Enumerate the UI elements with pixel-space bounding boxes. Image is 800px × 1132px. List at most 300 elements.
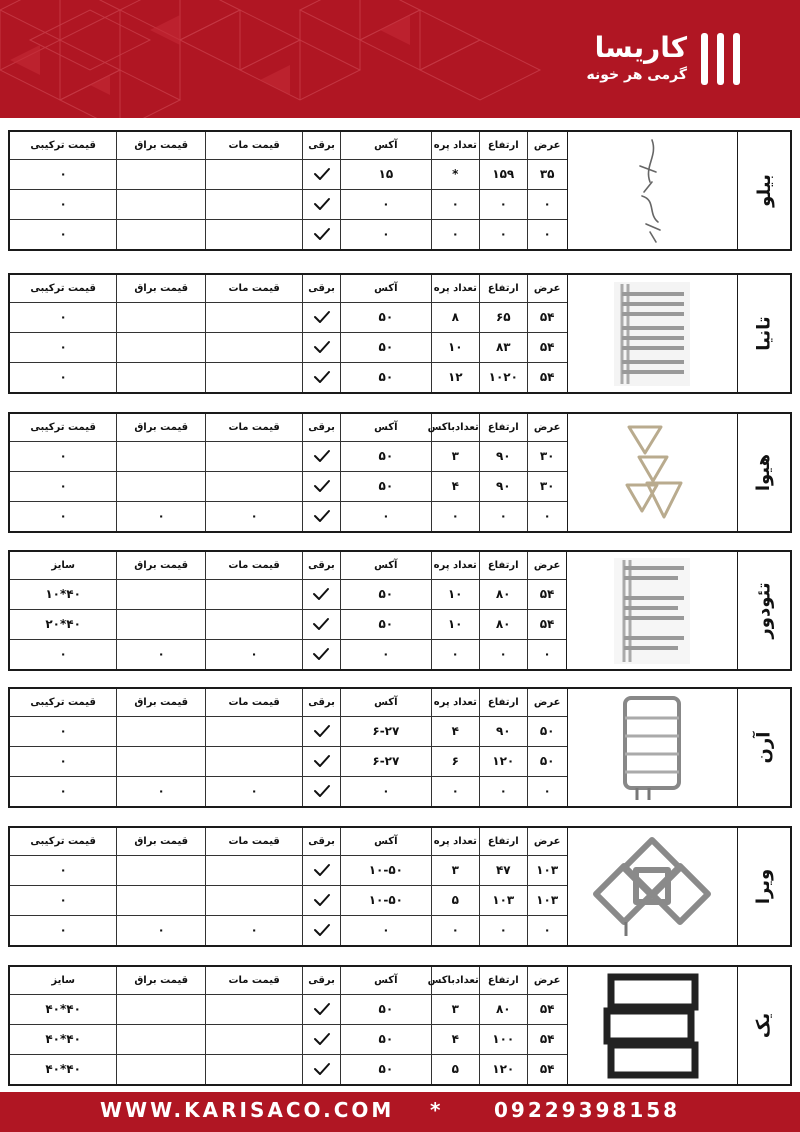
table-cell: ۵۰ bbox=[340, 441, 431, 471]
column-header: ارتفاع bbox=[479, 275, 527, 302]
column-header: ارتفاع bbox=[479, 552, 527, 579]
table-cell bbox=[117, 994, 206, 1024]
website-link[interactable]: WWW.KARISACO.COM bbox=[100, 1098, 395, 1122]
check-icon bbox=[313, 1062, 331, 1076]
column-header: قیمت براق bbox=[117, 552, 206, 579]
table-row bbox=[10, 1054, 567, 1084]
table-cell: ۰ bbox=[479, 915, 527, 945]
table-cell bbox=[303, 441, 341, 471]
check-icon bbox=[313, 310, 331, 324]
table-row bbox=[10, 159, 567, 189]
column-header: ارتفاع bbox=[479, 132, 527, 159]
table-row bbox=[10, 915, 567, 945]
table-cell: ۰ bbox=[10, 639, 117, 669]
table-cell bbox=[303, 776, 341, 806]
table-row bbox=[10, 776, 567, 806]
table-row bbox=[10, 609, 566, 639]
product-name: بیلو bbox=[753, 174, 775, 207]
table-cell bbox=[117, 219, 206, 249]
table-cell: ۴۰*۴۰ bbox=[10, 1024, 117, 1054]
column-header: عرض bbox=[527, 828, 566, 855]
table-cell: ۸۰ bbox=[479, 609, 527, 639]
table-cell: ۵ bbox=[431, 885, 479, 915]
table-cell: ۵۴ bbox=[527, 609, 566, 639]
table-cell: ۴ bbox=[431, 471, 479, 501]
column-header: تعداد پره bbox=[431, 132, 479, 159]
column-header: قیمت مات bbox=[206, 828, 303, 855]
table-cell bbox=[206, 332, 303, 362]
table-cell bbox=[117, 609, 206, 639]
table-cell: ۵۰ bbox=[527, 716, 566, 746]
table-cell: ۰ bbox=[479, 501, 527, 531]
table-cell: ۸۰ bbox=[479, 579, 527, 609]
table-cell: ۹۰ bbox=[479, 441, 527, 471]
table-cell: ۵۰ bbox=[527, 746, 566, 776]
check-icon bbox=[313, 754, 331, 768]
table-cell: ۳ bbox=[431, 994, 479, 1024]
check-icon bbox=[313, 479, 331, 493]
table-header-row bbox=[10, 552, 566, 579]
column-header: ارتفاع bbox=[479, 967, 527, 994]
check-icon bbox=[313, 340, 331, 354]
table-cell: ۰ bbox=[479, 639, 527, 669]
table-cell: ۱۰ bbox=[431, 609, 479, 639]
table-cell bbox=[206, 362, 303, 392]
table-cell: ۵۰ bbox=[340, 579, 431, 609]
table-cell: ۶ bbox=[431, 746, 479, 776]
spec-table bbox=[10, 828, 567, 945]
column-header: آکس bbox=[340, 132, 431, 159]
table-row bbox=[10, 716, 567, 746]
product-name: تئودور bbox=[753, 582, 775, 639]
check-icon bbox=[313, 923, 331, 937]
product-card-bilo bbox=[8, 130, 792, 251]
table-cell: ۰ bbox=[10, 219, 117, 249]
table-header-row bbox=[10, 414, 567, 441]
product-name-cell bbox=[737, 275, 790, 392]
table-cell bbox=[117, 441, 206, 471]
radiator-vira-image bbox=[592, 832, 712, 942]
table-cell: ۱۲ bbox=[431, 362, 479, 392]
column-header: قیمت براق bbox=[117, 275, 206, 302]
table-cell: ۱۰۳ bbox=[527, 855, 566, 885]
column-header: ارتفاع bbox=[479, 689, 527, 716]
table-cell: ۱۰۳ bbox=[527, 885, 566, 915]
table-row bbox=[10, 332, 567, 362]
table-row bbox=[10, 579, 566, 609]
table-cell: ۰ bbox=[10, 189, 117, 219]
table-cell: ۳ bbox=[431, 855, 479, 885]
check-icon bbox=[313, 227, 331, 241]
table-cell bbox=[117, 579, 206, 609]
spec-table bbox=[10, 414, 567, 531]
table-cell bbox=[206, 159, 303, 189]
table-cell bbox=[117, 159, 206, 189]
table-cell bbox=[303, 994, 341, 1024]
table-cell: ۸ bbox=[431, 302, 479, 332]
table-cell: * bbox=[431, 159, 479, 189]
column-header: عرض bbox=[527, 689, 566, 716]
table-cell: ۱۰۳ bbox=[479, 885, 527, 915]
column-header: ارتفاع bbox=[479, 828, 527, 855]
footer-separator: * bbox=[430, 1098, 444, 1122]
table-cell bbox=[206, 1054, 303, 1084]
column-header: تعداد پره bbox=[431, 275, 479, 302]
table-cell bbox=[117, 716, 206, 746]
table-cell: ۱۰-۵۰ bbox=[340, 885, 431, 915]
table-cell: ۰ bbox=[10, 302, 117, 332]
table-cell bbox=[206, 189, 303, 219]
product-image bbox=[567, 414, 738, 531]
table-cell: ۹۰ bbox=[479, 716, 527, 746]
radiator-aren-image bbox=[619, 692, 685, 804]
table-cell: ۵۰ bbox=[340, 471, 431, 501]
table-header-row bbox=[10, 967, 567, 994]
table-cell: ۱۰ bbox=[431, 579, 479, 609]
page-footer bbox=[0, 1092, 800, 1132]
column-header: عرض bbox=[527, 552, 566, 579]
table-row bbox=[10, 855, 567, 885]
product-name-cell bbox=[737, 414, 790, 531]
table-cell: ۰ bbox=[340, 501, 431, 531]
table-cell: ۳۵ bbox=[527, 159, 566, 189]
table-cell bbox=[303, 915, 341, 945]
table-cell: ۰ bbox=[527, 776, 566, 806]
column-header: تعداد پره bbox=[431, 689, 479, 716]
table-cell: ۰ bbox=[117, 776, 206, 806]
column-header: ارتفاع bbox=[479, 414, 527, 441]
phone-number[interactable]: 09229398158 bbox=[494, 1098, 681, 1122]
table-cell bbox=[303, 579, 341, 609]
table-cell bbox=[206, 609, 303, 639]
table-cell: ۰ bbox=[10, 471, 117, 501]
product-name: آرن bbox=[753, 731, 775, 764]
table-cell bbox=[303, 219, 341, 249]
table-cell bbox=[206, 855, 303, 885]
table-cell bbox=[206, 994, 303, 1024]
table-row bbox=[10, 471, 567, 501]
spec-table bbox=[10, 132, 567, 249]
table-cell: ۰ bbox=[527, 915, 566, 945]
column-header: قیمت براق bbox=[117, 132, 206, 159]
table-cell bbox=[303, 716, 341, 746]
check-icon bbox=[313, 197, 331, 211]
table-cell: ۰ bbox=[206, 639, 303, 669]
table-cell: ۰ bbox=[431, 639, 479, 669]
check-icon bbox=[313, 1002, 331, 1016]
product-card-hiva bbox=[8, 412, 792, 533]
table-cell: ۰ bbox=[117, 915, 206, 945]
table-cell: ۰ bbox=[527, 639, 566, 669]
check-icon bbox=[313, 863, 331, 877]
column-header: برقی bbox=[303, 828, 341, 855]
table-cell bbox=[206, 441, 303, 471]
column-header: آکس bbox=[340, 828, 431, 855]
check-icon bbox=[313, 370, 331, 384]
table-cell bbox=[206, 471, 303, 501]
product-name-cell bbox=[737, 828, 790, 945]
table-row bbox=[10, 1024, 567, 1054]
column-header: عرض bbox=[527, 132, 566, 159]
column-header: برقی bbox=[303, 275, 341, 302]
table-cell bbox=[117, 1054, 206, 1084]
radiator-theodore-image bbox=[612, 556, 692, 666]
table-cell bbox=[206, 885, 303, 915]
table-cell: ۰ bbox=[527, 219, 566, 249]
table-cell: ۵۴ bbox=[527, 302, 566, 332]
column-header: قیمت براق bbox=[117, 689, 206, 716]
table-cell: ۵۴ bbox=[527, 332, 566, 362]
column-header: قیمت مات bbox=[206, 275, 303, 302]
table-cell: ۴۰*۲۰ bbox=[10, 609, 117, 639]
check-icon bbox=[312, 617, 330, 631]
check-icon bbox=[313, 784, 331, 798]
table-cell: ۱۵ bbox=[340, 159, 431, 189]
table-cell: ۵۰ bbox=[340, 332, 431, 362]
table-cell: ۰ bbox=[340, 219, 431, 249]
table-cell: ۰ bbox=[527, 501, 566, 531]
table-cell: ۴۷ bbox=[479, 855, 527, 885]
table-cell: ۰ bbox=[206, 776, 303, 806]
table-cell bbox=[117, 471, 206, 501]
table-cell: ۰ bbox=[479, 189, 527, 219]
spec-table bbox=[10, 552, 566, 669]
table-cell: ۰ bbox=[117, 639, 206, 669]
table-cell: ۰ bbox=[431, 915, 479, 945]
check-icon bbox=[313, 1032, 331, 1046]
table-cell: ۰ bbox=[10, 915, 117, 945]
table-cell: ۰ bbox=[10, 746, 117, 776]
table-row bbox=[10, 639, 566, 669]
table-cell: ۱۰ bbox=[431, 332, 479, 362]
column-header: آکس bbox=[340, 275, 431, 302]
table-cell bbox=[206, 746, 303, 776]
table-cell bbox=[117, 362, 206, 392]
table-cell: ۵ bbox=[431, 1054, 479, 1084]
spec-table bbox=[10, 275, 567, 392]
table-cell: ۰ bbox=[117, 501, 206, 531]
table-cell: ۵۰ bbox=[340, 302, 431, 332]
check-icon bbox=[313, 509, 331, 523]
column-header: قیمت ترکیبی bbox=[10, 828, 117, 855]
table-cell bbox=[117, 302, 206, 332]
table-row bbox=[10, 302, 567, 332]
product-image bbox=[567, 275, 738, 392]
table-cell: ۱۰۰ bbox=[479, 1024, 527, 1054]
bars-logo-icon bbox=[701, 33, 740, 85]
column-header: قیمت ترکیبی bbox=[10, 275, 117, 302]
column-header: قیمت براق bbox=[117, 967, 206, 994]
table-cell bbox=[303, 1024, 341, 1054]
check-icon bbox=[312, 647, 330, 661]
table-cell bbox=[117, 855, 206, 885]
product-image bbox=[567, 132, 738, 249]
product-name: تانیا bbox=[753, 316, 775, 351]
table-cell bbox=[117, 1024, 206, 1054]
table-cell: ۴۰*۱۰ bbox=[10, 579, 117, 609]
table-cell: ۴۰*۴۰ bbox=[10, 994, 117, 1024]
column-header: عرض bbox=[527, 414, 566, 441]
table-cell bbox=[117, 332, 206, 362]
column-header: برقی bbox=[303, 689, 341, 716]
column-header: قیمت براق bbox=[117, 414, 206, 441]
spec-table bbox=[10, 967, 567, 1084]
table-cell: ۳ bbox=[431, 441, 479, 471]
table-cell bbox=[303, 746, 341, 776]
table-cell: ۶۵ bbox=[479, 302, 527, 332]
check-icon bbox=[313, 893, 331, 907]
product-image bbox=[567, 689, 738, 806]
table-cell: ۰ bbox=[431, 776, 479, 806]
table-cell: ۹۰ bbox=[479, 471, 527, 501]
column-header: قیمت ترکیبی bbox=[10, 414, 117, 441]
table-cell: ۴ bbox=[431, 1024, 479, 1054]
table-cell: ۰ bbox=[340, 189, 431, 219]
table-cell: ۵۰ bbox=[340, 994, 431, 1024]
product-card-tania bbox=[8, 273, 792, 394]
table-cell: ۰ bbox=[10, 362, 117, 392]
table-cell bbox=[206, 579, 303, 609]
table-cell: ۵۴ bbox=[527, 362, 566, 392]
product-name: یک bbox=[753, 1012, 775, 1039]
table-cell: ۰ bbox=[206, 915, 303, 945]
table-cell: ۰ bbox=[340, 915, 431, 945]
table-cell bbox=[303, 362, 341, 392]
table-cell bbox=[303, 609, 341, 639]
table-cell: ۱۰۲۰ bbox=[479, 362, 527, 392]
table-row bbox=[10, 441, 567, 471]
table-cell: ۰ bbox=[479, 219, 527, 249]
column-header: آکس bbox=[340, 967, 431, 994]
table-cell: ۰ bbox=[10, 441, 117, 471]
column-header: قیمت ترکیبی bbox=[10, 132, 117, 159]
table-cell bbox=[303, 189, 341, 219]
table-cell bbox=[303, 885, 341, 915]
table-cell: ۰ bbox=[340, 639, 431, 669]
product-name-cell bbox=[737, 552, 790, 669]
table-cell: ۰ bbox=[431, 501, 479, 531]
column-header: عرض bbox=[527, 967, 566, 994]
column-header: آکس bbox=[340, 414, 431, 441]
table-cell: ۵۰ bbox=[340, 1024, 431, 1054]
table-cell bbox=[303, 302, 341, 332]
product-name-cell bbox=[737, 967, 790, 1084]
table-cell: ۵۰ bbox=[340, 609, 431, 639]
table-cell: ۵۰ bbox=[340, 1054, 431, 1084]
column-header: تعداد پره bbox=[431, 552, 479, 579]
column-header: آکس bbox=[340, 552, 431, 579]
table-cell: ۰ bbox=[10, 885, 117, 915]
column-header: قیمت مات bbox=[206, 967, 303, 994]
table-cell: ۵۴ bbox=[527, 579, 566, 609]
table-cell bbox=[303, 501, 341, 531]
radiator-bilo-image bbox=[632, 136, 672, 246]
product-card-vira bbox=[8, 826, 792, 947]
table-cell bbox=[303, 639, 341, 669]
table-cell: ۴۰*۴۰ bbox=[10, 1054, 117, 1084]
column-header: تعدادباکس bbox=[431, 967, 479, 994]
table-row bbox=[10, 362, 567, 392]
table-cell: ۰ bbox=[479, 776, 527, 806]
table-cell bbox=[303, 855, 341, 885]
column-header: قیمت ترکیبی bbox=[10, 689, 117, 716]
table-cell: ۰ bbox=[10, 332, 117, 362]
table-cell: ۰ bbox=[431, 189, 479, 219]
table-cell: ۰ bbox=[10, 159, 117, 189]
product-image bbox=[567, 967, 738, 1084]
product-name-cell bbox=[737, 689, 790, 806]
column-header: تعدادباکس bbox=[431, 414, 479, 441]
column-header: آکس bbox=[340, 689, 431, 716]
column-header: قیمت مات bbox=[206, 414, 303, 441]
column-header: قیمت مات bbox=[206, 132, 303, 159]
table-cell: ۱۲۰ bbox=[479, 746, 527, 776]
column-header: برقی bbox=[303, 414, 341, 441]
column-header: قیمت براق bbox=[117, 828, 206, 855]
table-cell bbox=[117, 746, 206, 776]
table-cell bbox=[303, 332, 341, 362]
table-cell: ۰ bbox=[10, 501, 117, 531]
table-header-row bbox=[10, 275, 567, 302]
table-cell: ۰ bbox=[340, 776, 431, 806]
column-header: برقی bbox=[303, 967, 341, 994]
table-cell bbox=[117, 885, 206, 915]
table-cell: ۸۰ bbox=[479, 994, 527, 1024]
product-image bbox=[567, 828, 738, 945]
product-image bbox=[566, 552, 737, 669]
product-card-theodore bbox=[8, 550, 792, 671]
table-cell: ۳۰ bbox=[527, 471, 566, 501]
column-header: برقی bbox=[303, 552, 341, 579]
check-icon bbox=[312, 587, 330, 601]
brand-name: کاریسا bbox=[594, 31, 687, 64]
product-card-aren bbox=[8, 687, 792, 808]
table-cell: ۰ bbox=[206, 501, 303, 531]
table-cell: ۵۰ bbox=[340, 362, 431, 392]
karisa-logo bbox=[587, 28, 740, 90]
check-icon bbox=[313, 167, 331, 181]
radiator-tania-image bbox=[612, 280, 692, 388]
radiator-yek-image bbox=[597, 971, 707, 1081]
table-cell: ۵۴ bbox=[527, 1024, 566, 1054]
spec-table bbox=[10, 689, 567, 806]
table-cell: ۶-۲۷ bbox=[340, 746, 431, 776]
product-name: هیوا bbox=[753, 453, 775, 492]
column-header: قیمت مات bbox=[206, 689, 303, 716]
table-cell: ۱۵۹ bbox=[479, 159, 527, 189]
table-row bbox=[10, 219, 567, 249]
radiator-hiva-image bbox=[617, 419, 687, 527]
table-header-row bbox=[10, 689, 567, 716]
brand-slogan: گرمی هر خونه bbox=[586, 67, 687, 83]
table-cell: ۵۴ bbox=[527, 1054, 566, 1084]
table-cell bbox=[206, 219, 303, 249]
table-row bbox=[10, 189, 567, 219]
table-cell: ۸۳ bbox=[479, 332, 527, 362]
table-cell: ۰ bbox=[10, 776, 117, 806]
table-cell bbox=[206, 302, 303, 332]
table-cell: ۵۴ bbox=[527, 994, 566, 1024]
column-header: سایز bbox=[10, 967, 117, 994]
table-cell bbox=[303, 1054, 341, 1084]
column-header: تعداد پره bbox=[431, 828, 479, 855]
page-header bbox=[0, 0, 800, 118]
table-cell: ۴ bbox=[431, 716, 479, 746]
table-row bbox=[10, 994, 567, 1024]
table-cell: ۱۰-۵۰ bbox=[340, 855, 431, 885]
product-card-yek bbox=[8, 965, 792, 1086]
table-cell: ۰ bbox=[10, 716, 117, 746]
